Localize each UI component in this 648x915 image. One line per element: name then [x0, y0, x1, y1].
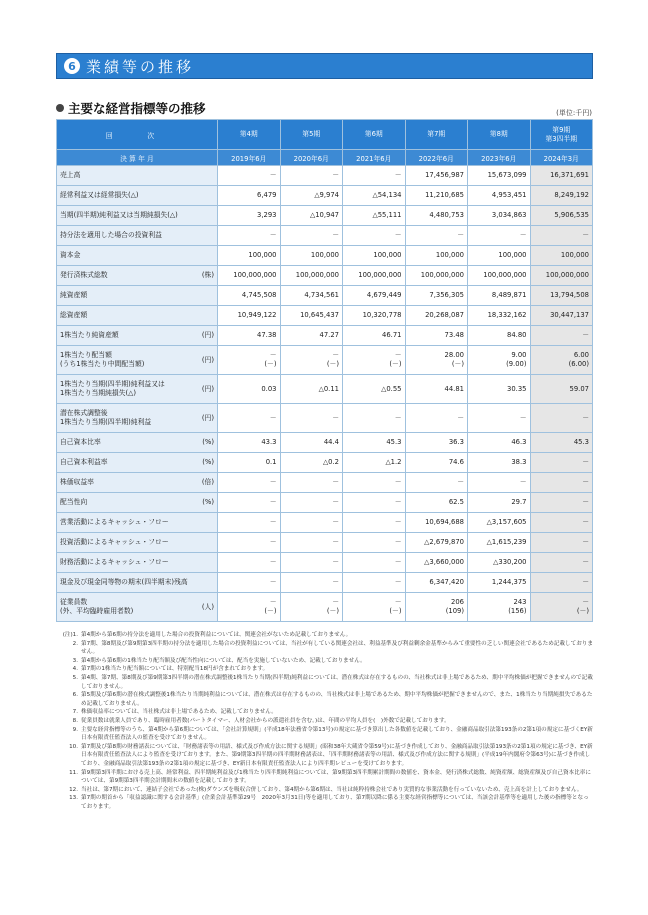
value-cell: －: [468, 404, 531, 433]
table-row: [57, 404, 593, 433]
row-label-cell: [57, 453, 218, 473]
row-label: [60, 251, 214, 260]
row-unit: (%): [202, 498, 214, 506]
value-cell: －: [530, 326, 593, 346]
unit-label: (単位:千円): [556, 109, 592, 117]
row-label-text: 営業活動によるキャッシュ・フロー: [60, 518, 169, 526]
value-cell: －: [530, 493, 593, 513]
row-label: [60, 380, 214, 398]
table-row: [57, 553, 593, 573]
value-cell: 206 (109): [405, 593, 468, 622]
row-label-cell: [57, 493, 218, 513]
value-cell: －: [218, 573, 281, 593]
value-cell: △3,157,605: [468, 513, 531, 533]
table-row: [57, 266, 593, 286]
row-label-text: 現金及び現金同等物の期末(四半期末)残高: [60, 578, 188, 586]
value-cell: 46.3: [468, 433, 531, 453]
row-label-text: 自己資本利益率: [60, 458, 108, 466]
value-cell: △10,947: [280, 206, 343, 226]
note-number: 2.: [72, 640, 78, 647]
row-label-cell: [57, 206, 218, 226]
value-cell: 17,456,987: [405, 166, 468, 186]
value-cell: －: [530, 573, 593, 593]
value-cell: 9.00 (9.00): [468, 346, 531, 375]
value-cell: － (－): [343, 346, 406, 375]
value-cell: 10,645,437: [280, 306, 343, 326]
value-cell: －: [280, 404, 343, 433]
header-date-cell: 2019年6月: [218, 150, 281, 166]
value-cell: 3,034,863: [468, 206, 531, 226]
header-date-cell: 2021年6月: [343, 150, 406, 166]
row-label: [60, 231, 214, 240]
table-row: [57, 493, 593, 513]
value-cell: －: [468, 473, 531, 493]
row-label-cell: [57, 473, 218, 493]
value-cell: 18,332,162: [468, 306, 531, 326]
value-cell: 13,794,508: [530, 286, 593, 306]
table-row: [57, 573, 593, 593]
note-text: 第7期の1株当たり配当額については、特別配当18円が含まれております。: [81, 666, 269, 673]
section-number-badge: 6: [64, 58, 80, 74]
note-text: 従業員数は就業人員であり、臨時雇用者数(パートタイマー、人材会社からの派遣社員を含む。)は、年間の平均人員を( )外数で記載しております。: [81, 717, 450, 724]
value-cell: －: [343, 553, 406, 573]
value-cell: 4,734,561: [280, 286, 343, 306]
row-label: [60, 558, 214, 567]
value-cell: 45.3: [530, 433, 593, 453]
value-cell: △0.55: [343, 375, 406, 404]
value-cell: －: [218, 513, 281, 533]
value-cell: 100,000,000: [218, 266, 281, 286]
row-label-cell: [57, 286, 218, 306]
table-row: [57, 473, 593, 493]
header-period-cell: 第4期: [218, 120, 281, 150]
note-text: 株価収益率については、当社株式は非上場であるため、記載しておりません。: [81, 709, 277, 716]
row-label-text: 経常利益又は経常損失(△): [60, 191, 139, 199]
row-label-text: 当期(四半期)純利益又は当期純損失(△): [60, 211, 178, 219]
value-cell: △1,615,239: [468, 533, 531, 553]
row-label-text: 純資産額: [60, 291, 88, 299]
value-cell: 20,268,087: [405, 306, 468, 326]
row-unit: (倍): [201, 478, 214, 486]
note-item: [56, 640, 593, 657]
table-row: [57, 593, 593, 622]
value-cell: △2,679,870: [405, 533, 468, 553]
value-cell: 11,210,685: [405, 186, 468, 206]
row-label: [60, 518, 214, 527]
row-label-cell: [57, 404, 218, 433]
value-cell: △0.2: [280, 453, 343, 473]
value-cell: △54,134: [343, 186, 406, 206]
note-number: 3.: [72, 657, 78, 664]
value-cell: 243 (156): [468, 593, 531, 622]
row-label-cell: [57, 553, 218, 573]
row-unit: (%): [202, 458, 214, 466]
value-cell: －: [530, 453, 593, 473]
value-cell: 29.7: [468, 493, 531, 513]
row-label-text: 従業員数 (外、平均臨時雇用者数): [60, 598, 134, 615]
value-cell: － (－): [343, 593, 406, 622]
row-label: [60, 458, 214, 467]
value-cell: 28.00 (－): [405, 346, 468, 375]
row-label-text: 売上高: [60, 171, 81, 179]
value-cell: 6.00 (6.00): [530, 346, 593, 375]
value-cell: 100,000: [218, 246, 281, 266]
value-cell: －: [218, 226, 281, 246]
value-cell: －: [343, 513, 406, 533]
row-label-text: 投資活動によるキャッシュ・フロー: [60, 538, 169, 546]
row-label: [60, 478, 214, 487]
value-cell: △9,974: [280, 186, 343, 206]
value-cell: 100,000: [405, 246, 468, 266]
value-cell: 10,320,778: [343, 306, 406, 326]
note-number: 11.: [69, 769, 78, 776]
note-text: 第9期第3四半期における売上高、経常利益、四半期純利益及び1株当たり四半期純利益については、第9期第3四半期累計期間の数値を、資本金、発行済株式総数、純資産額、総資産額及び自己資本比率については、第9期第3四半期会計期間末の数値を記載しております。: [81, 769, 591, 785]
value-cell: 44.81: [405, 375, 468, 404]
row-label-cell: [57, 226, 218, 246]
value-cell: 47.27: [280, 326, 343, 346]
value-cell: 38.3: [468, 453, 531, 473]
value-cell: 8,249,192: [530, 186, 593, 206]
value-cell: 4,745,508: [218, 286, 281, 306]
note-text: 第7期の期首から「収益認識に関する会計基準」(企業会計基準第29号 2020年3月31日)等を適用しており、第7期以降に係る主要な経営指標等については、当該会計基準等を適用した後の指標等となっております。: [81, 795, 589, 810]
value-cell: － (－): [280, 593, 343, 622]
subheading: [56, 99, 206, 117]
value-cell: －: [405, 404, 468, 433]
table-row: [57, 453, 593, 473]
value-cell: 36.3: [405, 433, 468, 453]
bullet-icon: [56, 104, 64, 112]
table-row: [57, 375, 593, 404]
value-cell: －: [343, 473, 406, 493]
note-text: 主要な経営指標等のうち、第4期から第6期については、「会社計算規則」(平成18年法務省令第13号)の規定に基づき算出した各数値を記載しており、金融商品取引法第193条の2第1項の規定に基づくEY新日本有限責任監査法人の監査を受けておりません。: [81, 726, 593, 742]
section-title: 業績等の推移: [86, 57, 195, 76]
note-text: 第4期から第6期の1株当たり配当額及び配当性向については、配当を実施していないため、記載しておりません。: [81, 657, 366, 664]
row-label-cell: [57, 186, 218, 206]
row-label-cell: [57, 166, 218, 186]
row-unit: (円): [201, 331, 214, 339]
value-cell: －: [218, 493, 281, 513]
row-label: [60, 331, 214, 340]
note-text: 第4期から第6期の持分法を適用した場合の投資利益については、関連会社がないため記載しておりません。: [81, 632, 352, 638]
value-cell: －: [530, 533, 593, 553]
value-cell: －: [530, 513, 593, 533]
note-number: 7.: [72, 709, 78, 716]
value-cell: 8,489,871: [468, 286, 531, 306]
header-date-cell: 2023年6月: [468, 150, 531, 166]
note-number: 4.: [72, 666, 78, 673]
row-label-cell: [57, 433, 218, 453]
value-cell: 6,347,420: [405, 573, 468, 593]
value-cell: 73.48: [405, 326, 468, 346]
table-row: [57, 166, 593, 186]
table-row: [57, 206, 593, 226]
value-cell: 100,000,000: [343, 266, 406, 286]
note-number: (注)1.: [62, 632, 78, 638]
value-cell: －: [280, 473, 343, 493]
value-cell: 100,000,000: [530, 266, 593, 286]
note-number: 5.: [72, 674, 78, 681]
note-item: [56, 769, 593, 786]
row-unit: (円): [201, 355, 214, 364]
value-cell: －: [530, 553, 593, 573]
value-cell: 0.1: [218, 453, 281, 473]
notes-section: [56, 631, 593, 811]
row-label-text: 発行済株式総数: [60, 271, 108, 279]
value-cell: －: [405, 226, 468, 246]
value-cell: 4,679,449: [343, 286, 406, 306]
note-number: 13.: [69, 795, 78, 802]
row-label-text: 1株当たり純資産額: [60, 331, 119, 339]
row-unit: (人): [201, 602, 214, 611]
row-label: [60, 311, 214, 320]
value-cell: －: [280, 226, 343, 246]
row-label-cell: [57, 246, 218, 266]
note-item: [56, 794, 593, 811]
row-unit: (円): [201, 384, 214, 393]
row-unit: (%): [202, 438, 214, 446]
value-cell: 59.07: [530, 375, 593, 404]
note-item: [56, 674, 593, 691]
value-cell: 100,000: [280, 246, 343, 266]
table-row: [57, 533, 593, 553]
note-text: 第7期及び第8期の財務諸表については、「財務諸表等の用語、様式及び作成方法に関する規則」(昭和38年大蔵省令第59号)に基づき作成しており、金融商品取引法第193条の2第1項の規定に基づき、EY新日本有限責任監査法人により監査を受けております。また、第9期第3四半期の四半期財務諸表は、「四半期財務諸表等の用語、様式及び作成方法に関する規則」(平成19年内閣府令第63号)に基づき作成しており、金融商品取引法第193条の2第1項の規定に基づき、EY新日本有限責任監査法人により四半期レビューを受けております。: [81, 743, 593, 767]
header-period-cell: 第7期: [405, 120, 468, 150]
note-item: [56, 631, 593, 640]
row-label-text: 潜在株式調整後 1株当たり当期(四半期)純利益: [60, 409, 152, 426]
row-label-cell: [57, 346, 218, 375]
value-cell: 100,000,000: [405, 266, 468, 286]
note-item: [56, 717, 593, 726]
row-label-cell: [57, 266, 218, 286]
note-number: 12.: [69, 786, 78, 793]
row-label-text: 1株当たり配当額 (うち1株当たり中間配当額): [60, 351, 145, 368]
value-cell: － (－): [280, 346, 343, 375]
value-cell: 15,673,099: [468, 166, 531, 186]
value-cell: －: [280, 166, 343, 186]
value-cell: 10,694,688: [405, 513, 468, 533]
note-number: 10.: [69, 743, 78, 750]
row-label: [60, 598, 214, 616]
value-cell: 4,953,451: [468, 186, 531, 206]
row-label-cell: [57, 326, 218, 346]
value-cell: －: [530, 226, 593, 246]
row-label-text: 持分法を適用した場合の投資利益: [60, 231, 162, 239]
note-item: [56, 708, 593, 717]
note-item: [56, 657, 593, 666]
header-row-period: [57, 120, 593, 150]
value-cell: 6,479: [218, 186, 281, 206]
row-label: [60, 409, 214, 427]
value-cell: 100,000: [530, 246, 593, 266]
value-cell: 46.71: [343, 326, 406, 346]
value-cell: 10,949,122: [218, 306, 281, 326]
row-label-cell: [57, 306, 218, 326]
note-item: [56, 691, 593, 708]
note-number: 6.: [72, 692, 78, 699]
row-label: [60, 498, 214, 507]
value-cell: －: [218, 533, 281, 553]
value-cell: 44.4: [280, 433, 343, 453]
value-cell: 62.5: [405, 493, 468, 513]
row-label-cell: [57, 533, 218, 553]
value-cell: － (－): [218, 593, 281, 622]
value-cell: －: [468, 226, 531, 246]
header-date-cell: 2024年3月: [530, 150, 593, 166]
table-row: [57, 433, 593, 453]
value-cell: －: [280, 573, 343, 593]
note-text: 当社は、第7期において、連結子会社であった(株)ダウンズを吸収合併しており、第4期から第6期は、当社は純粋持株会社であり実質的な事業活動を行っていないため、売上高を計上しておりません。: [81, 786, 583, 793]
row-label: [60, 291, 214, 300]
table-row: [57, 346, 593, 375]
value-cell: － (－): [530, 593, 593, 622]
value-cell: 84.80: [468, 326, 531, 346]
value-cell: －: [343, 533, 406, 553]
note-number: 8.: [72, 717, 78, 724]
value-cell: 74.6: [405, 453, 468, 473]
row-unit: (株): [201, 271, 214, 279]
value-cell: 4,480,753: [405, 206, 468, 226]
value-cell: △3,660,000: [405, 553, 468, 573]
value-cell: 100,000,000: [280, 266, 343, 286]
value-cell: －: [218, 166, 281, 186]
value-cell: 45.3: [343, 433, 406, 453]
header-date-cell: 2020年6月: [280, 150, 343, 166]
note-item: [56, 665, 593, 674]
note-text: 第7期、第8期及び第9期第3四半期の持分法を適用した場合の投資利益については、当社が有している関連会社は、利益基準及び利益剰余金基準からみて重要性の乏しい関連会社であるため記載しておりません。: [81, 640, 593, 656]
header-date-cell: 2022年6月: [405, 150, 468, 166]
value-cell: △330,200: [468, 553, 531, 573]
note-text: 第4期、第7期、第8期及び第9期第3四半期の潜在株式調整後1株当たり当期(四半期)純利益については、潜在株式は存在するものの、当社株式は非上場であるため、期中平均株価が把握できませんので記載しておりません。: [81, 674, 593, 690]
row-label-cell: [57, 375, 218, 404]
value-cell: －: [280, 553, 343, 573]
value-cell: －: [218, 553, 281, 573]
value-cell: 7,356,305: [405, 286, 468, 306]
row-label-cell: [57, 593, 218, 622]
value-cell: 100,000,000: [468, 266, 531, 286]
table-row: [57, 513, 593, 533]
value-cell: － (－): [218, 346, 281, 375]
value-cell: 43.3: [218, 433, 281, 453]
value-cell: －: [280, 513, 343, 533]
note-number: 9.: [72, 726, 78, 733]
row-label-text: 財務活動によるキャッシュ・フロー: [60, 558, 169, 566]
value-cell: 5,906,535: [530, 206, 593, 226]
row-label-text: 総資産額: [60, 311, 88, 319]
value-cell: 3,293: [218, 206, 281, 226]
value-cell: 16,371,691: [530, 166, 593, 186]
header-period-cell: 第5期: [280, 120, 343, 150]
row-label: [60, 438, 214, 447]
note-item: [56, 743, 593, 769]
row-label: [60, 211, 214, 220]
value-cell: 47.38: [218, 326, 281, 346]
row-label: [60, 271, 214, 280]
table-row: [57, 246, 593, 266]
value-cell: 0.03: [218, 375, 281, 404]
row-label-text: 配当性向: [60, 498, 88, 506]
row-label: [60, 578, 214, 587]
header-label-period: 回 次: [57, 120, 218, 150]
row-label-cell: [57, 513, 218, 533]
note-text: 第5期及び第6期の潜在株式調整後1株当たり当期純利益については、潜在株式は存在するものの、当社株式は非上場であるため、期中平均株価が把握できませんので、また、1株当たり当期純損失であるため記載しておりません。: [81, 692, 593, 707]
note-item: [56, 726, 593, 743]
value-cell: △55,111: [343, 206, 406, 226]
value-cell: 100,000: [343, 246, 406, 266]
value-cell: －: [343, 493, 406, 513]
value-cell: －: [280, 533, 343, 553]
value-cell: －: [218, 473, 281, 493]
financial-indicators-table: [56, 119, 593, 622]
value-cell: －: [343, 226, 406, 246]
header-period-cell: 第8期: [468, 120, 531, 150]
value-cell: △1.2: [343, 453, 406, 473]
value-cell: －: [343, 573, 406, 593]
row-label-text: 株価収益率: [60, 478, 94, 486]
subheading-text: 主要な経営指標等の推移: [68, 101, 206, 116]
section-banner: [56, 53, 593, 79]
value-cell: 30,447,137: [530, 306, 593, 326]
header-row-date: [57, 150, 593, 166]
row-label: [60, 171, 214, 180]
header-period-cell: 第6期: [343, 120, 406, 150]
table-row: [57, 306, 593, 326]
row-label: [60, 538, 214, 547]
row-label-text: 自己資本比率: [60, 438, 101, 446]
row-label-cell: [57, 573, 218, 593]
value-cell: －: [218, 404, 281, 433]
value-cell: －: [405, 473, 468, 493]
value-cell: －: [530, 404, 593, 433]
row-unit: (円): [201, 413, 214, 422]
row-label-text: 資本金: [60, 251, 81, 259]
header-period-cell: 第9期 第3四半期: [530, 120, 593, 150]
value-cell: －: [530, 473, 593, 493]
note-item: [56, 786, 593, 795]
row-label-text: 1株当たり当期(四半期)純利益又は 1株当たり当期純損失(△): [60, 380, 165, 397]
value-cell: 1,244,375: [468, 573, 531, 593]
value-cell: 30.35: [468, 375, 531, 404]
value-cell: －: [343, 166, 406, 186]
table-row: [57, 226, 593, 246]
value-cell: 100,000: [468, 246, 531, 266]
table-row: [57, 286, 593, 306]
value-cell: －: [280, 493, 343, 513]
table-row: [57, 186, 593, 206]
value-cell: －: [343, 404, 406, 433]
header-label-date: 決 算 年 月: [57, 150, 218, 166]
row-label: [60, 191, 214, 200]
table-row: [57, 326, 593, 346]
row-label: [60, 351, 214, 369]
value-cell: △0.11: [280, 375, 343, 404]
